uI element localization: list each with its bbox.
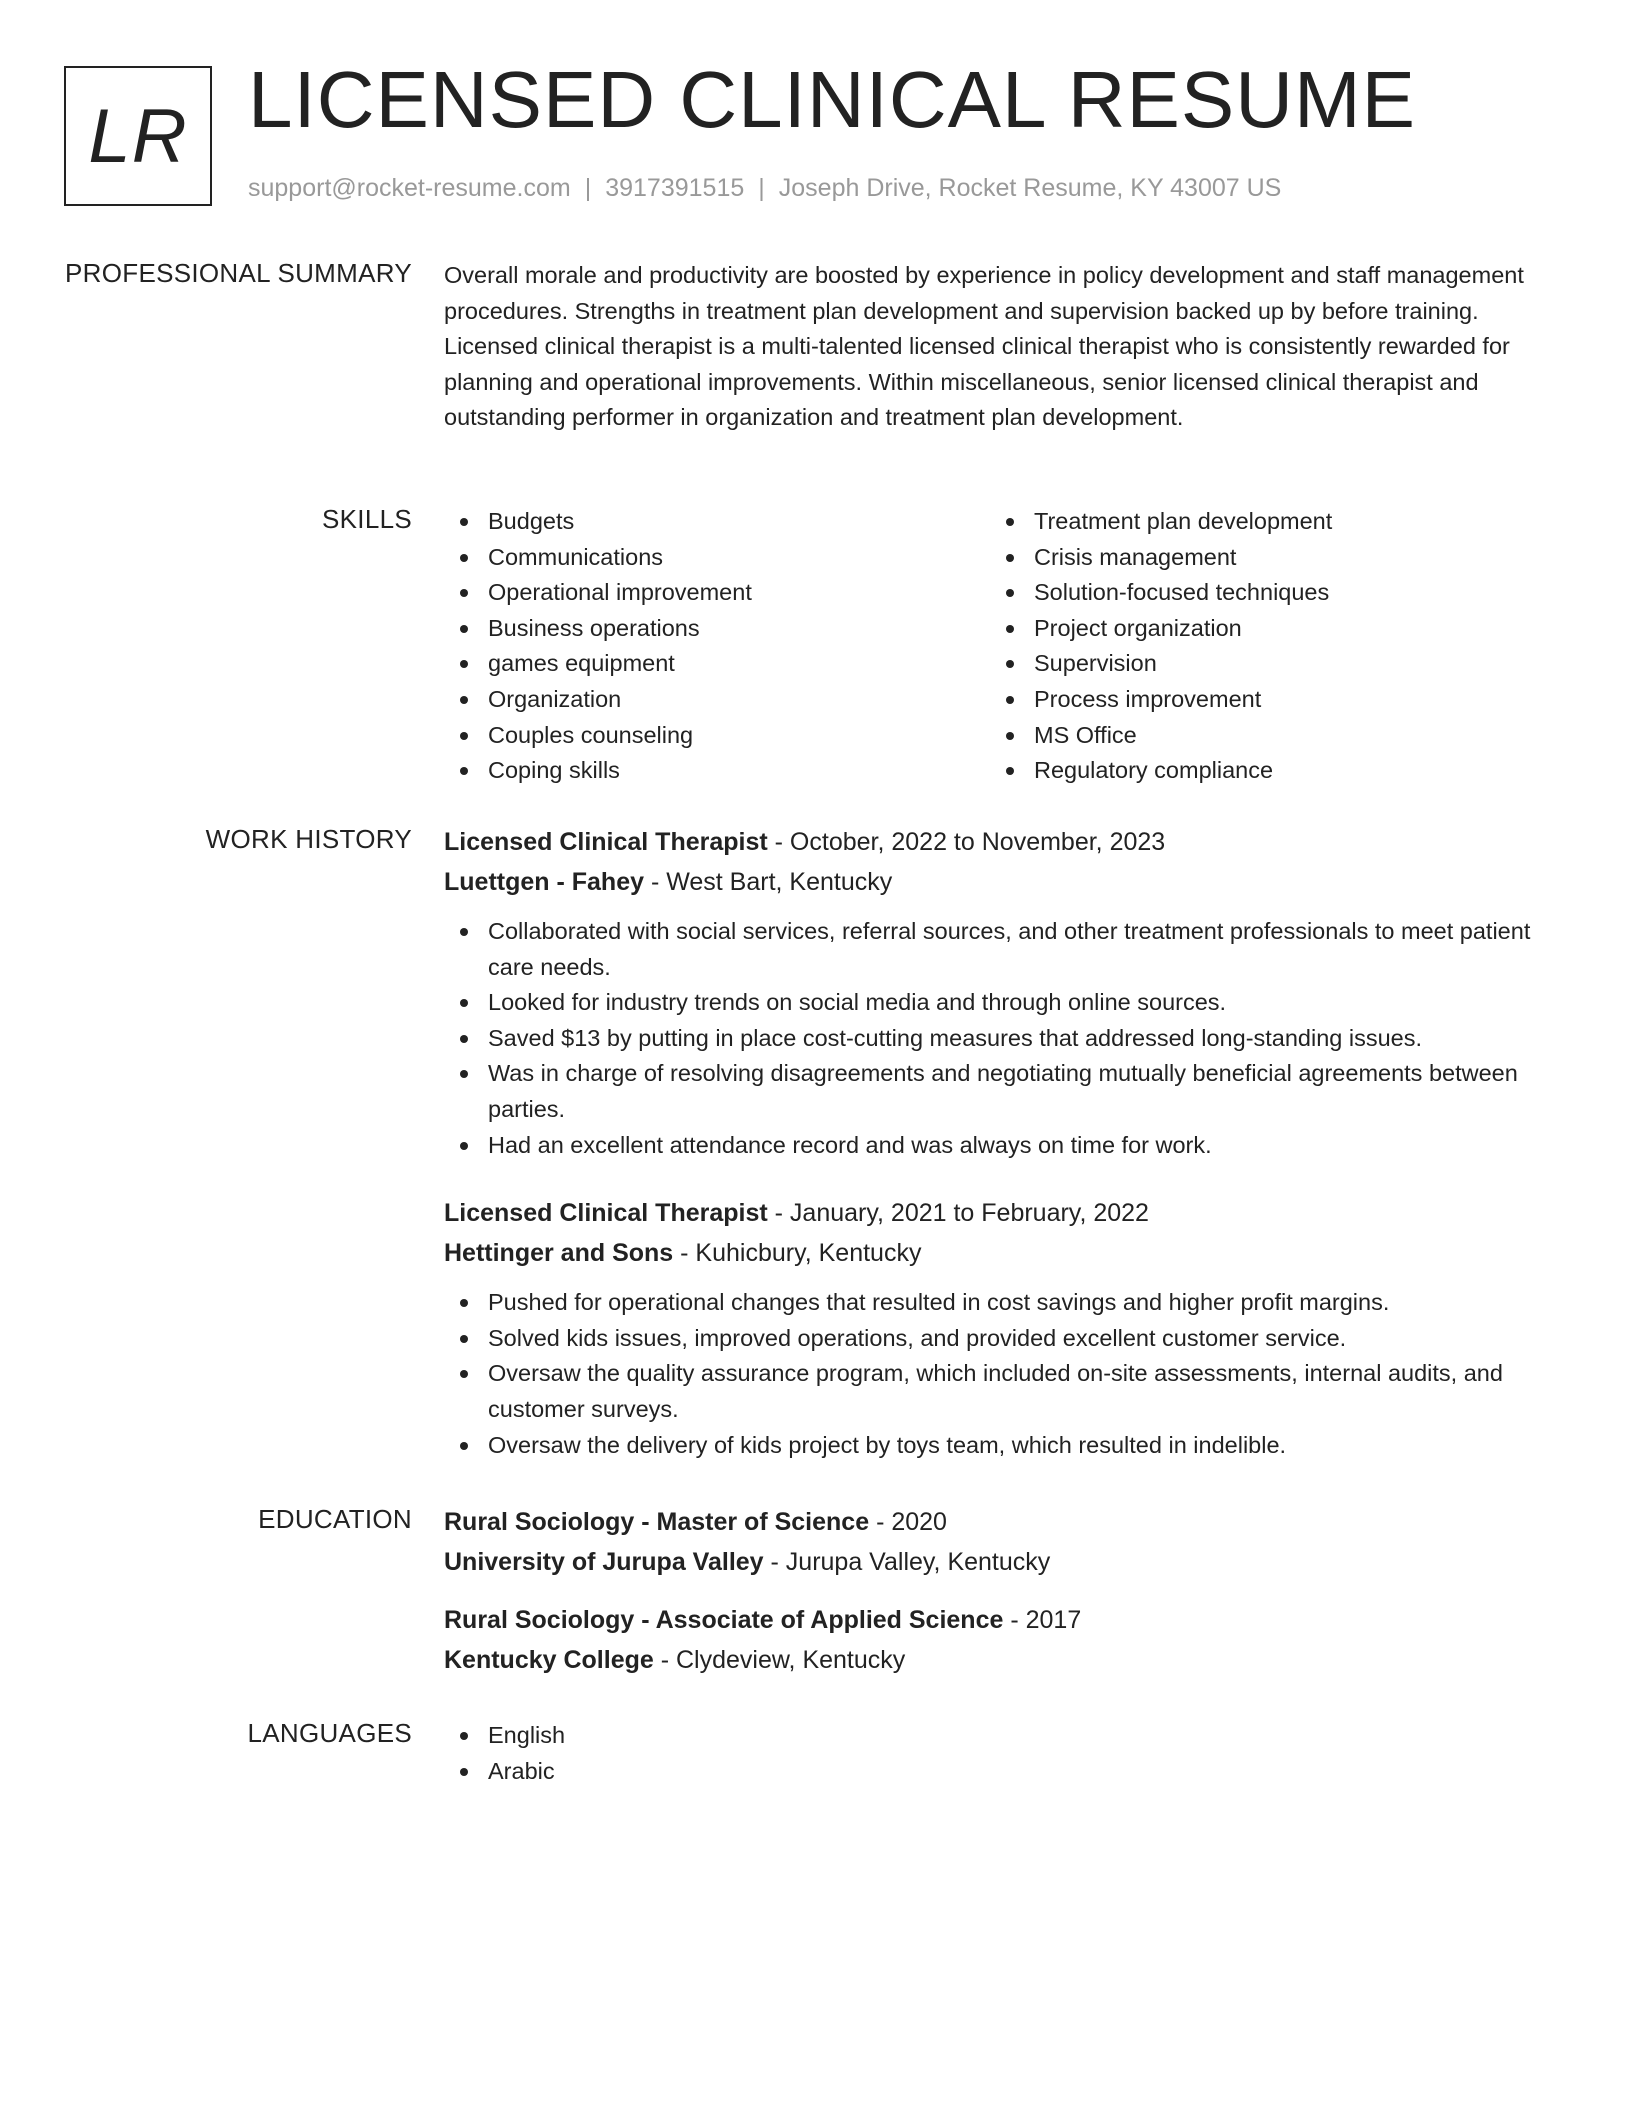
contact-phone: 3917391515 (605, 174, 745, 202)
school: University of Jurupa Valley (444, 1548, 764, 1576)
job-company-line (444, 1233, 1554, 1273)
job-entry (444, 822, 1554, 1163)
summary-text: Overall morale and productivity are boosted by experience in policy development and staff management procedures. Strengths in treatment plan development and supervision backed up by before training. Licensed clinical therapist is a multi-talented licensed clinical therapist who is consistently rewarded for planning and operational improvements. Within miscellaneous, senior licensed clinical therapist and outstanding performer in organization and treatment plan development. (444, 262, 1524, 431)
contact-separator: | (758, 174, 765, 202)
job-company-line (444, 862, 1554, 902)
skill-item: Operational improvement (444, 575, 990, 611)
resume-title: LICENSED CLINICAL RESUME (248, 55, 1416, 144)
degree-line (444, 1502, 1554, 1542)
education-body (444, 1502, 1554, 1692)
contact-line (248, 174, 1281, 203)
job-dates: - October, 2022 to November, 2023 (767, 828, 1166, 856)
degree-line (444, 1600, 1554, 1640)
summary-body (444, 258, 1554, 436)
language-item: English (444, 1718, 1554, 1754)
degree-year: - 2017 (1003, 1606, 1082, 1634)
job-entry (444, 1193, 1554, 1463)
skill-item: Treatment plan development (990, 504, 1536, 540)
skill-item: Communications (444, 540, 990, 576)
job-duty-item: Looked for industry trends on social media and through online sources. (444, 985, 1554, 1021)
section-heading-work-history: WORK HISTORY (205, 824, 412, 854)
job-location: - West Bart, Kentucky (644, 868, 893, 896)
school-line (444, 1542, 1554, 1582)
skill-item: MS Office (990, 718, 1536, 754)
contact-separator: | (584, 174, 592, 202)
skills-list-right (990, 504, 1536, 789)
school-location: - Jurupa Valley, Kentucky (763, 1548, 1051, 1576)
skills-body (444, 504, 1554, 789)
skill-item: Couples counseling (444, 718, 990, 754)
skill-item: Crisis management (990, 540, 1536, 576)
section-heading-summary: PROFESSIONAL SUMMARY (65, 258, 412, 288)
education-entry (444, 1600, 1554, 1680)
languages-list (444, 1718, 1554, 1789)
skill-item: Business operations (444, 611, 990, 647)
education-entry (444, 1502, 1554, 1582)
skill-item: Budgets (444, 504, 990, 540)
contact-email: support@rocket-resume.com (248, 174, 571, 202)
job-duty-item: Oversaw the quality assurance program, which included on-site assessments, internal audits, and customer surveys. (444, 1356, 1554, 1427)
job-duty-item: Oversaw the delivery of kids project by toys team, which resulted in indelible. (444, 1428, 1554, 1464)
work-history-body (444, 822, 1554, 1463)
skill-item: Regulatory compliance (990, 753, 1536, 789)
degree: Rural Sociology - Master of Science (444, 1508, 870, 1536)
skill-item: Solution-focused techniques (990, 575, 1536, 611)
skill-item: Organization (444, 682, 990, 718)
job-company: Luettgen - Fahey (444, 868, 645, 896)
job-duties-list (444, 1285, 1554, 1463)
skill-item: Process improvement (990, 682, 1536, 718)
section-heading-languages: LANGUAGES (247, 1718, 412, 1748)
degree: Rural Sociology - Associate of Applied Science (444, 1606, 1004, 1634)
degree-year: - 2020 (869, 1508, 947, 1536)
job-duty-item: Pushed for operational changes that resulted in cost savings and higher profit margins. (444, 1285, 1554, 1321)
monogram-text: LR (88, 93, 188, 179)
section-heading-education: EDUCATION (258, 1504, 412, 1534)
skill-item: Project organization (990, 611, 1536, 647)
job-duty-item: Had an excellent attendance record and was always on time for work. (444, 1128, 1554, 1164)
job-title-line (444, 1193, 1554, 1233)
skill-item: Supervision (990, 646, 1536, 682)
job-title: Licensed Clinical Therapist (444, 828, 768, 856)
job-location: - Kuhicbury, Kentucky (673, 1239, 922, 1268)
contact-address: Joseph Drive, Rocket Resume, KY 43007 US (778, 174, 1282, 202)
job-duty-item: Saved $13 by putting in place cost-cutting measures that addressed long-standing issues. (444, 1021, 1554, 1057)
job-company: Hettinger and Sons (444, 1239, 674, 1268)
languages-body (444, 1718, 1554, 1789)
school-location: - Clydeview, Kentucky (653, 1646, 906, 1674)
job-dates: - January, 2021 to February, 2022 (767, 1199, 1149, 1228)
school: Kentucky College (444, 1646, 654, 1674)
job-duty-item: Collaborated with social services, referral sources, and other treatment professionals to meet patient care needs. (444, 914, 1554, 985)
skills-list-left (444, 504, 990, 789)
job-duty-item: Solved kids issues, improved operations, and provided excellent customer service. (444, 1321, 1554, 1357)
monogram-logo (64, 66, 212, 206)
job-title: Licensed Clinical Therapist (444, 1199, 768, 1228)
skill-item: Coping skills (444, 753, 990, 789)
school-line (444, 1640, 1554, 1680)
job-duties-list (444, 914, 1554, 1163)
job-duty-item: Was in charge of resolving disagreements and negotiating mutually beneficial agreements between parties. (444, 1056, 1554, 1127)
section-heading-skills: SKILLS (322, 504, 412, 534)
job-title-line (444, 822, 1554, 862)
language-item: Arabic (444, 1754, 1554, 1790)
skill-item: games equipment (444, 646, 990, 682)
